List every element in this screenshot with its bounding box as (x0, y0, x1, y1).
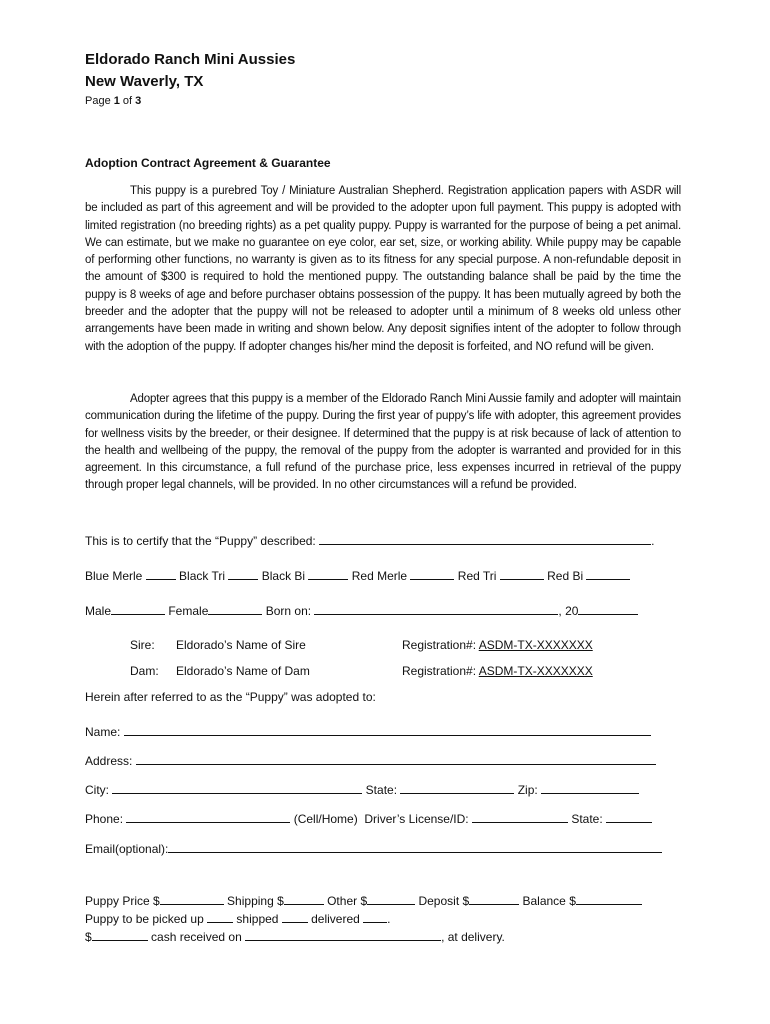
cash-received-label: cash received on (147, 930, 246, 944)
page-prefix: Page (85, 95, 114, 107)
delivered-label: delivered (307, 912, 364, 926)
red-merle-field[interactable] (410, 567, 454, 580)
license-state-field[interactable] (606, 810, 652, 823)
sire-label: Sire: (130, 638, 155, 652)
dam-reg-label: Registration#: (402, 664, 479, 678)
contract-title: Adoption Contract Agreement & Guarantee (85, 156, 331, 170)
blue-merle-field[interactable] (146, 567, 176, 580)
page-number: 1 (113, 95, 120, 107)
phone-label: Phone: (85, 812, 127, 826)
blue-merle-label: Blue Merle (85, 569, 146, 583)
black-bi-field[interactable] (308, 567, 348, 580)
state2-label: State: (567, 812, 607, 826)
year-separator: , 20 (558, 604, 579, 618)
certify-label: This is to certify that the “Puppy” described: (85, 534, 320, 548)
zip-label: Zip: (514, 783, 542, 797)
page-of: of (119, 95, 136, 107)
cash-prefix: $ (85, 930, 92, 944)
male-label: Male (85, 604, 112, 618)
address-field[interactable] (136, 752, 656, 765)
page-indicator (85, 94, 681, 108)
email-label: Email(optional): (85, 842, 169, 856)
color-options-line (85, 567, 630, 584)
born-on-label: Born on: (262, 604, 315, 618)
cash-line (85, 928, 505, 945)
license-field[interactable] (472, 810, 568, 823)
pickup-label: Puppy to be picked up (85, 912, 208, 926)
cash-amount-field[interactable] (92, 928, 148, 941)
male-field[interactable] (111, 602, 165, 615)
dam-registration (402, 663, 593, 679)
shipping-label: Shipping $ (223, 894, 284, 908)
dam-label: Dam: (130, 664, 159, 678)
red-bi-label: Red Bi (543, 569, 587, 583)
city-state-zip-line (85, 781, 639, 798)
sire-name: Eldorado’s Name of Sire (176, 638, 306, 652)
herein-statement: Herein after referred to as the “Puppy” was adopted to: (85, 690, 376, 704)
name-field[interactable] (124, 723, 651, 736)
certify-end: . (651, 534, 655, 548)
shipped-field[interactable] (282, 910, 308, 923)
puppy-price-label: Puppy Price $ (85, 894, 160, 908)
pickup-line (85, 910, 391, 927)
deposit-label: Deposit $ (415, 894, 470, 908)
phone-field[interactable] (126, 810, 290, 823)
black-bi-label: Black Bi (258, 569, 309, 583)
female-field[interactable] (208, 602, 262, 615)
red-bi-field[interactable] (586, 567, 630, 580)
pickup-field[interactable] (207, 910, 233, 923)
sire-reg-number: ASDM-TX-XXXXXXX (478, 638, 593, 652)
other-field[interactable] (367, 892, 415, 905)
sire-reg-label: Registration#: (402, 638, 479, 652)
deposit-field[interactable] (469, 892, 519, 905)
email-field[interactable] (168, 840, 662, 853)
pickup-end: . (387, 912, 391, 926)
red-tri-label: Red Tri (454, 569, 500, 583)
puppy-description-field[interactable] (319, 532, 651, 545)
city-field[interactable] (112, 781, 362, 794)
contract-paragraph-2: Adopter agrees that this puppy is a member of the Eldorado Ranch Mini Aussie family and adopter will maintain communication during the lifetime of the puppy. During the first year of puppy’s life with adopter, this agreement provides for wellness visits by the breeder, or their designee. If determined that the puppy is at risk because of lack of attention to the health and wellbeing of the puppy, the removal of the puppy from the adopter is warranted and provided for in this agreement. In this circumstance, a full refund of the purchase price, less expenses incurred in retrieval of the puppy through proper legal channels, will be provided. In no other circumstances will a refund be provided. (85, 393, 681, 492)
dam-reg-number: ASDM-TX-XXXXXXX (478, 664, 593, 678)
page-total: 3 (135, 95, 142, 107)
at-delivery-label: , at delivery. (441, 930, 505, 944)
contract-paragraph-1: This puppy is a purebred Toy / Miniature Australian Shepherd. Registration application papers with ASDR will be included as part of this agreement and will be provided to the adopter upon full payment. This puppy is adopted with limited registration (no breeding rights) as a pet quality puppy. Puppy is warranted for the purpose of being a pet animal. We can estimate, but we make no guarantee on eye color, ear set, size, or working ability. While puppy may be capable of performing other functions, no warranty is given as to its fitness for any special purpose. A non-refundable deposit in the amount of $300 is required to hold the mentioned puppy. The outstanding balance shall be paid by the time the puppy is 8 weeks of age and before purchaser obtains possession of the puppy. It has been mutually agreed by both the breeder and the adopter that the puppy will not be released to adopter until a minimum of 8 weeks old unless other arrangements have been made in writing and shown below. Any deposit signifies intent of the adopter to follow through with the adoption of the puppy. If adopter changes his/her mind the deposit is forfeited, and NO refund will be given. (85, 185, 681, 353)
black-tri-field[interactable] (228, 567, 258, 580)
price-line (85, 892, 642, 909)
born-on-field[interactable] (314, 602, 558, 615)
sex-birth-line (85, 602, 638, 619)
certify-line (85, 532, 654, 549)
shipped-label: shipped (233, 912, 282, 926)
shipping-field[interactable] (284, 892, 324, 905)
address-label: Address: (85, 754, 136, 768)
ranch-name: Eldorado Ranch Mini Aussies (85, 51, 296, 68)
city-label: City: (85, 783, 113, 797)
email-line (85, 840, 662, 857)
name-label: Name: (85, 725, 124, 739)
phone-line (85, 810, 652, 827)
other-label: Other $ (323, 894, 368, 908)
year-field[interactable] (578, 602, 638, 615)
delivered-field[interactable] (363, 910, 387, 923)
state-field[interactable] (400, 781, 514, 794)
puppy-price-field[interactable] (160, 892, 224, 905)
red-tri-field[interactable] (500, 567, 544, 580)
name-line (85, 723, 651, 740)
red-merle-label: Red Merle (348, 569, 411, 583)
zip-field[interactable] (541, 781, 639, 794)
cash-date-field[interactable] (245, 928, 441, 941)
dam-name: Eldorado’s Name of Dam (176, 664, 310, 678)
balance-label: Balance $ (519, 894, 576, 908)
cell-home-label: (Cell/Home) Driver’s License/ID: (290, 812, 472, 826)
black-tri-label: Black Tri (175, 569, 229, 583)
ranch-location: New Waverly, TX (85, 73, 204, 90)
state-label: State: (362, 783, 401, 797)
address-line (85, 752, 656, 769)
female-label: Female (165, 604, 209, 618)
sire-registration (402, 637, 593, 653)
balance-field[interactable] (576, 892, 642, 905)
